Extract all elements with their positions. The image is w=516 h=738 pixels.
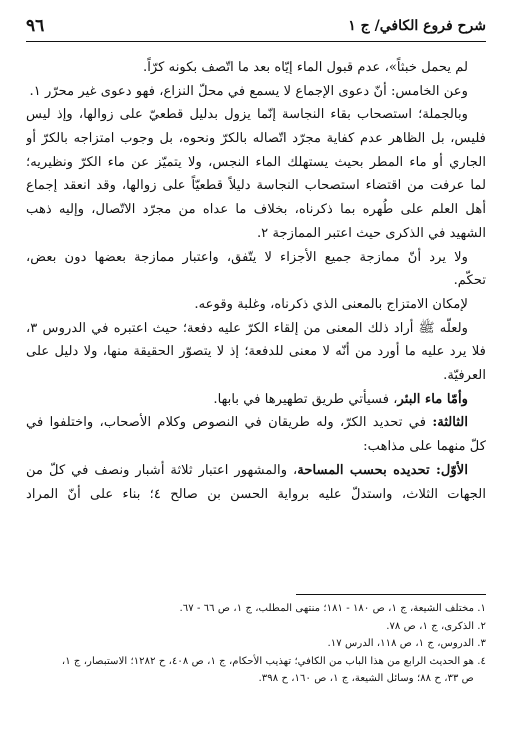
footnote-4: ٤. هو الحديث الرابع من هذا الباب من الكافي؛ تهذيب الأحكام، ج ١، ص ٤٠٨، ح ١٢٨٢؛ الاستبصار، ج ١، (61, 655, 486, 667)
text-line: لم يحمل خبثاً»، عدم قبول الماء إيّاه بعد ما اتّصف بكونه كرّاً. (143, 60, 468, 75)
footnote-1: ١. مختلف الشيعة، ج ١، ص ١٨٠ - ١٨١؛ منتهى المطلب، ج ١، ص ٦٦ - ٦٧. (179, 603, 486, 614)
text-line-thalitha (26, 411, 486, 435)
bold-lead: الأوّل: تحديده بحسب المساحة (297, 462, 468, 478)
text-line: تحكّم. (453, 273, 486, 289)
text-line-awwal (26, 459, 486, 483)
text-line: كلّ منهما على مذاهب: (363, 439, 486, 455)
text-line: لإمكان الامتزاج بالمعنى الذي ذكرناه، وغلبة وقوعه. (194, 296, 468, 312)
body-text (26, 56, 486, 506)
bold-lead: الثالثة: (432, 415, 468, 431)
footnote-rule (296, 594, 486, 595)
text-line: ولا يرد أنّ ممازجة جميع الأجزاء لا يتّفق، واعتبار ممازجة بعضها دون بعض، (26, 249, 468, 265)
bold-lead: وأمّا ماء البئر (397, 391, 468, 407)
footnote-4-continued: ص ٣٣، ح ٨٨؛ وسائل الشيعة، ج ١، ص ١٦٠، ح ٣٩٨. (258, 673, 474, 685)
text-line: وبالجملة؛ استصحاب بقاء النجاسة إنّما يزول بدليل قطعيّ على زوالها، وإذ ليس (26, 107, 468, 123)
text-line: الشهيد في الذكرى حيث اعتبر الممازجة ٢. (256, 225, 486, 241)
line-tail: ، فسيأتي طريق تطهيرها في بابها. (213, 391, 398, 407)
text-line-mae-bir (26, 388, 486, 412)
text-line: لما عرفت من اقتضاء استصحاب النجاسة دليلاً قطعيّاً على زوالها، وقد انعقد إجماع (26, 178, 486, 194)
line-tail: ، والمشهور اعتبار ثلاثة أشبار ونصف في كلّ من (26, 462, 298, 478)
text-line: الجاري أو ماء المطر بحيث يستهلك الماء النجس، ولا يتميّز عن ماء الكرّ ونظيريه؛ (26, 154, 486, 170)
header-rule (26, 41, 486, 42)
text-line: العرفيّة. (443, 368, 486, 384)
footnote-2: ٢. الذكرى، ج ١، ص ٧٨. (386, 620, 486, 632)
line-tail: في تحديد الكرّ، وله طريقان في النصوص وكلام الأصحاب، واختلفوا في (26, 415, 433, 431)
page-header (26, 0, 486, 44)
text-line: فليس، بل الظاهر عدم كفاية مجرّد اتّصاله بالكرّ ونحوه، بل وجوب امتزاجه بالكرّ أو (26, 131, 486, 147)
text-line: وعن الخامس: أنّ دعوى الإجماع لا يسمع في محلّ النزاع، فهو دعوى غير محرّر ١. (29, 83, 468, 99)
text-line: ولعلّه ﷺ أراد ذلك المعنى من إلقاء الكرّ عليه دفعة؛ حيث اعتبره في الدروس ٣، (26, 320, 468, 336)
footnote-3: ٣. الدروس، ج ١، ص ١١٨، الدرس ١٧. (327, 638, 486, 650)
text-line: الجهات الثلاث، واستدلّ عليه برواية الحسن بن صالح ٤؛ بناء على أنّ المراد (26, 486, 486, 502)
text-line: أهل العلم على طُهره بما ذكرناه، بخلاف ما عداه من مجرّد الاتّصال، وإليه ذهب (26, 202, 486, 218)
footnotes (26, 600, 486, 688)
text-line: فلا يرد عليه ما أورد من أنّه لا معنى للدفعة؛ إذ لا يتصوّر الحقيقة منها، ولا دليل على (26, 344, 486, 360)
page-number: ٩٦ (26, 16, 45, 36)
running-title: شرح فروع الكافي/ ج ١ (348, 18, 486, 34)
